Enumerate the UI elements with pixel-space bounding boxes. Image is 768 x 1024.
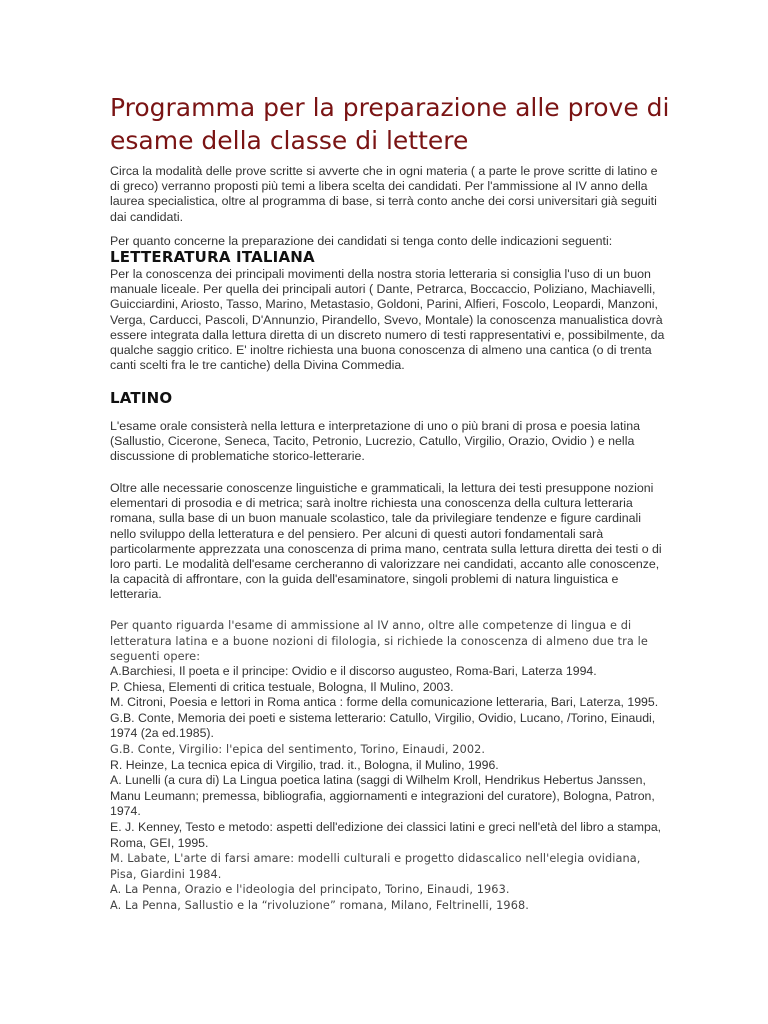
reference-item: M. Citroni, Poesia e lettori in Roma antica : forme della comunicazione letteraria, Bari, Laterza, 1995. xyxy=(110,695,659,710)
intro-paragraph: Circa la modalità delle prove scritte si avverte che in ogni materia ( a parte le prove scritte di latino e di greco) verranno proposti più temi a libera scelta dei candidati. Per l'ammissione al IV anno della laurea specialistica, oltre al programma di base, si terrà conto anche dei corsi universitari già seguiti dai candidati. xyxy=(110,164,658,224)
reference-item: G.B. Conte, Virgilio: l'epica del sentimento, Torino, Einaudi, 2002. xyxy=(110,742,486,756)
latin-paragraph-3: Per quanto riguarda l'esame di ammissione al IV anno, oltre alle competenze di lingua e di letteratura latina e a buone nozioni di filologia, si richiede la conoscenza di almeno due tra le seguenti opere: xyxy=(110,619,648,664)
reference-item: R. Heinze, La tecnica epica di Virgilio, trad. it., Bologna, il Mulino, 1996. xyxy=(110,757,499,772)
latin-paragraph-1: L'esame orale consisterà nella lettura e interpretazione di uno o più brani di prosa e poesia latina (Sallustio, Cicerone, Seneca, Tacito, Petronio, Lucrezio, Catullo, Virgilio, Orazio, Ovidio ) e nella discussione di problematiche storico-letterarie. xyxy=(110,419,640,464)
reference-item: E. J. Kenney, Testo e metodo: aspetti dell'edizione dei classici latini e greci nell'età del libro a stampa, Roma, GEI, 1995. xyxy=(110,819,662,850)
reference-item: M. Labate, L'arte di farsi amare: modelli culturali e progetto didascalico nell'elegia ovidiana, Pisa, Giardini 1984. xyxy=(110,852,641,881)
reference-item: A. Lunelli (a cura di) La Lingua poetica latina (saggi di Wilhelm Kroll, Hendrikus Hebertus Janssen, Manu Leumann; premessa, bibliografia, aggiornamenti e integrazioni del curatore), Bologna, Patron, 1974. xyxy=(110,773,655,819)
reference-item: P. Chiesa, Elementi di critica testuale, Bologna, Il Mulino, 2003. xyxy=(110,679,454,694)
italian-paragraph: Per la conoscenza dei principali movimenti della nostra storia letteraria si consiglia l'uso di un buon manuale liceale. Per quella dei principali autori ( Dante, Petrarca, Boccaccio, Poliziano, Machiavelli, Guicciardini, Ariosto, Tasso, Marino, Metastasio, Goldoni, Parini, Alfieri, Foscolo, Leopardi, Manzoni, Verga, Carducci, Pascoli, D'Annunzio, Pirandello, Svevo, Montale) la conoscenza manualistica dovrà essere integrata dalla lettura diretta di un discreto numero di testi rappresentativi e, possibilmente, da qualche saggio critico. E' inoltre richiesta una buona conoscenza di almeno una cantica (o di trenta canti scelti fra le tre cantiche) della Divina Commedia. xyxy=(110,267,665,373)
reference-item: A. La Penna, Sallustio e la “rivoluzione” romana, Milano, Feltrinelli, 1968. xyxy=(110,898,529,912)
reference-item: G.B. Conte, Memoria dei poeti e sistema letterario: Catullo, Virgilio, Ovidio, Lucano, /Torino, Einaudi, 1974 (2a ed.1985). xyxy=(110,710,656,741)
reference-item: A. La Penna, Orazio e l'ideologia del principato, Torino, Einaudi, 1963. xyxy=(110,883,510,897)
section-heading-latin: LATINO xyxy=(110,389,173,407)
references-list xyxy=(110,664,670,914)
reference-item: A.Barchiesi, Il poeta e il principe: Ovidio e il discorso augusteo, Roma-Bari, Laterza 1994. xyxy=(110,664,597,678)
section-heading-italian: LETTERATURA ITALIANA xyxy=(110,248,315,266)
latin-paragraph-2: Oltre alle necessarie conoscenze linguistiche e grammaticali, la lettura dei testi presuppone nozioni elementari di prosodia e di metrica; sarà inoltre richiesta una conoscenza della cultura letteraria romana, sulla base di un buon manuale scolastico, tale da privilegiare tendenze e figure cardinali nello sviluppo della letteratura e del pensiero. Per alcuni di questi autori fondamentali sarà particolarmente apprezzata una conoscenza di prima mano, centrata sulla lettura diretta dei testi o di loro parti. Le modalità dell'esame cercheranno di valorizzare nei candidati, accanto alle conoscenze, la capacità di affrontare, con la guida dell'esaminatore, singoli problemi di natura linguistica e letteraria. xyxy=(110,481,662,602)
indications-paragraph: Per quanto concerne la preparazione dei candidati si tenga conto delle indicazioni seguenti: xyxy=(110,234,613,248)
page-title: Programma per la preparazione alle prove di esame della classe di lettere xyxy=(110,93,670,155)
